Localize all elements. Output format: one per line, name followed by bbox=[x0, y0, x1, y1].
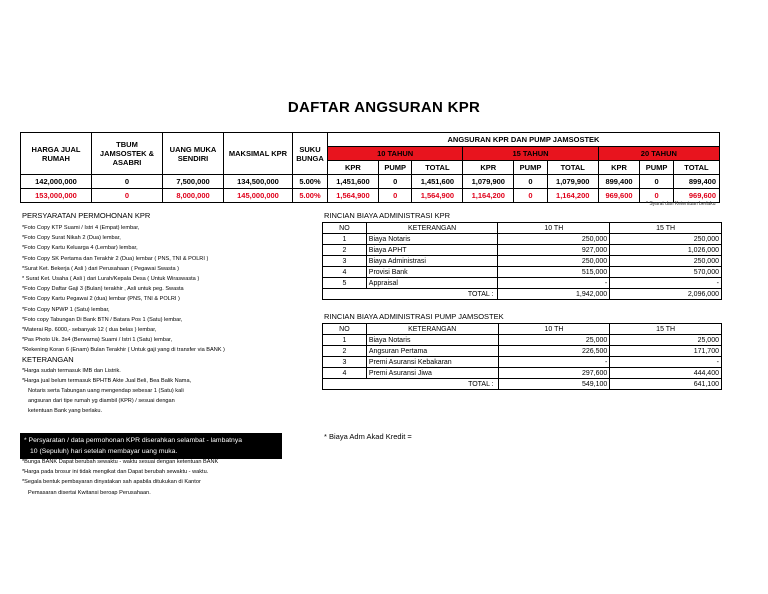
list-item: *Foto Copy Daftar Gaji 3 (Bulan) terakhir , Asli untuk peg. Swasta bbox=[22, 286, 184, 293]
table-row bbox=[323, 256, 722, 267]
list-item: *Foto Copy Surat Nikah 2 (Dua) lembar, bbox=[22, 235, 121, 242]
keterangan-title: KETERANGAN bbox=[22, 355, 74, 365]
list-item: *Foto copy Tabungan Di Bank BTN / Batara Pos 1 (Satu) lembar, bbox=[22, 316, 183, 323]
list-item: *Rekening Koran 6 (Enam) Bulan Terakhir ( Untuk gaji yang di transfer via BANK ) bbox=[22, 347, 225, 354]
cell-keterangan: Premi Asuransi Kebakaran bbox=[366, 357, 498, 368]
table-row bbox=[21, 189, 720, 203]
header-suku-bunga: SUKU BUNGA bbox=[293, 133, 328, 175]
page-title: DAFTAR ANGSURAN KPR bbox=[287, 99, 481, 116]
cell-maksimal: 134,500,000 bbox=[224, 175, 293, 189]
table-row bbox=[323, 346, 722, 357]
cell-10th: 25,000 bbox=[498, 335, 610, 346]
cell-10th: 250,000 bbox=[498, 256, 610, 267]
header-maksimal: MAKSIMAL KPR bbox=[224, 133, 293, 175]
total-label: TOTAL : bbox=[323, 379, 499, 390]
cell-10th: - bbox=[498, 278, 610, 289]
list-item: *Foto Copy NPWP 1 (Satu) lembar, bbox=[22, 306, 110, 313]
cell-suku: 5.00% bbox=[293, 175, 328, 189]
cell-no: 2 bbox=[323, 245, 367, 256]
cell-kpr-10: 1,451,600 bbox=[328, 175, 379, 189]
cell-total-10: 1,451,600 bbox=[412, 175, 463, 189]
header-angsuran: ANGSURAN KPR DAN PUMP JAMSOSTEK bbox=[328, 133, 720, 147]
total-row bbox=[323, 289, 722, 300]
list-item: *Harga jual belum termasuk BPHTB Akte Jual Beli, Bea Balik Nama, bbox=[22, 377, 192, 384]
admin-kpr-title: RINCIAN BIAYA ADMINISTRASI KPR bbox=[324, 211, 450, 220]
cell-15th: 250,000 bbox=[610, 234, 722, 245]
header-harga: HARGA JUAL RUMAH bbox=[21, 133, 92, 175]
footer-notes bbox=[22, 457, 218, 498]
cell-pump-10: 0 bbox=[378, 175, 412, 189]
table-row bbox=[21, 175, 720, 189]
cell-keterangan: Angsuran Pertama bbox=[366, 346, 498, 357]
col-no: NO bbox=[323, 223, 367, 234]
total-label: TOTAL : bbox=[323, 289, 498, 300]
cell-15th: 444,400 bbox=[610, 368, 722, 379]
cell-15th: - bbox=[610, 278, 722, 289]
cell-total-20: 899,400 bbox=[673, 175, 719, 189]
list-item: ketentuan Bank yang berlaku. bbox=[28, 408, 103, 415]
subheader-pump: PUMP bbox=[514, 161, 548, 175]
list-item: *Foto Copy KTP Suami / Istri 4 (Empat) lembar, bbox=[22, 225, 140, 231]
cell-10th: - bbox=[498, 357, 610, 368]
adm-akad-kredit: * Biaya Adm Akad Kredit = bbox=[324, 432, 412, 441]
cell-total-20: 969,600 bbox=[673, 189, 719, 203]
cell-pump-15: 0 bbox=[514, 175, 548, 189]
cell-pump-15: 0 bbox=[514, 189, 548, 203]
list-item: *Surat Ket. Bekerja ( Asli ) dari Perusahaan ( Pegawai Swasta ) bbox=[22, 265, 180, 272]
list-item: * Surat Ket. Usaha ( Asli ) dari Lurah/Kepala Desa ( Untuk Wiraswasta ) bbox=[22, 275, 200, 282]
header-15-tahun: 15 TAHUN bbox=[463, 147, 598, 161]
notice-line: * Persyaratan / data permohonan KPR diserahkan selambat - lambatnya bbox=[24, 437, 242, 444]
col-10th: 10 TH bbox=[498, 324, 610, 335]
cell-kpr-20: 899,400 bbox=[598, 175, 640, 189]
list-item: *Foto Copy Kartu Pegawai 2 (dua) lembar (PNS, TNI & POLRI ) bbox=[22, 296, 180, 303]
cell-tbum: 0 bbox=[92, 175, 163, 189]
cell-15th: 25,000 bbox=[610, 335, 722, 346]
total-row bbox=[323, 379, 722, 390]
table-row bbox=[323, 234, 722, 245]
header-uang-muka: UANG MUKA SENDIRI bbox=[163, 133, 224, 175]
cell-kpr-10: 1,564,900 bbox=[328, 189, 379, 203]
list-item: *Harga sudah termasuk IMB dan Listrik. bbox=[22, 367, 121, 374]
cell-15th: 171,700 bbox=[610, 346, 722, 357]
cell-keterangan: Appraisal bbox=[366, 278, 498, 289]
cell-keterangan: Biaya Notaris bbox=[366, 335, 498, 346]
cell-keterangan: Biaya Administrasi bbox=[366, 256, 498, 267]
list-item: *Foto Copy SK Pertama dan Terakhir 2 (Dua) lembar ( PNS, TNI & POLRI ) bbox=[22, 255, 209, 262]
cell-no: 4 bbox=[323, 267, 367, 278]
subheader-pump: PUMP bbox=[378, 161, 412, 175]
cell-harga: 142,000,000 bbox=[21, 175, 92, 189]
cell-harga: 153,000,000 bbox=[21, 189, 92, 203]
cell-10th: 226,500 bbox=[498, 346, 610, 357]
cell-no: 1 bbox=[323, 335, 367, 346]
admin-pump-table bbox=[322, 323, 722, 390]
cell-total-10: 1,564,900 bbox=[412, 189, 463, 203]
cell-no: 2 bbox=[323, 346, 367, 357]
cell-kpr-20: 969,600 bbox=[598, 189, 640, 203]
total-10th: 549,100 bbox=[498, 379, 610, 390]
subheader-total: TOTAL bbox=[547, 161, 598, 175]
installment-table bbox=[20, 132, 720, 203]
cell-no: 1 bbox=[323, 234, 367, 245]
cell-no: 3 bbox=[323, 357, 367, 368]
cell-suku: 5.00% bbox=[293, 189, 328, 203]
cell-15th: 1,026,000 bbox=[610, 245, 722, 256]
table-row bbox=[323, 368, 722, 379]
cell-10th: 250,000 bbox=[498, 234, 610, 245]
list-item: Pemasaran disertai Kwitansi beroap Perusahaan. bbox=[28, 489, 151, 496]
cell-keterangan: Premi Asuransi Jiwa bbox=[366, 368, 498, 379]
col-no: NO bbox=[323, 324, 367, 335]
cell-keterangan: Biaya Notaris bbox=[366, 234, 498, 245]
table-row bbox=[323, 278, 722, 289]
cell-15th: 570,000 bbox=[610, 267, 722, 278]
cell-15th: - bbox=[610, 357, 722, 368]
list-item: *Harga pada brosur ini tidak mengikat dan Dapat berubah sewaktu - waktu. bbox=[22, 469, 209, 476]
list-item: Notaris serta Tabungan uang mengendap sebesar 1 (Satu) kali bbox=[28, 388, 184, 394]
subheader-total: TOTAL bbox=[412, 161, 463, 175]
cell-uang-muka: 8,000,000 bbox=[163, 189, 224, 203]
list-item: *Foto Copy Kartu Keluarga 4 (Lembar) lembar, bbox=[22, 245, 138, 252]
cell-kpr-15: 1,164,200 bbox=[463, 189, 514, 203]
subheader-kpr: KPR bbox=[463, 161, 514, 175]
requirements-list bbox=[22, 223, 225, 417]
cell-keterangan: Provisi Bank bbox=[366, 267, 498, 278]
header-20-tahun: 20 TAHUN bbox=[598, 147, 719, 161]
cell-no: 3 bbox=[323, 256, 367, 267]
cell-pump-10: 0 bbox=[378, 189, 412, 203]
total-15th: 641,100 bbox=[610, 379, 722, 390]
cell-total-15: 1,164,200 bbox=[547, 189, 598, 203]
subheader-kpr: KPR bbox=[328, 161, 379, 175]
notice-line: 10 (Sepuluh) hari setelah membayar uang muka. bbox=[30, 448, 178, 455]
list-item: *Segala bentuk pembayaran dinyatakan sah apabila ditukukan di Kantor bbox=[22, 479, 201, 486]
total-10th: 1,942,000 bbox=[498, 289, 610, 300]
list-item: *Pas Photo Uk. 3x4 (Berwarna) Suami / Istri 1 (Satu) lembar, bbox=[22, 337, 173, 344]
subheader-kpr: KPR bbox=[598, 161, 640, 175]
cell-maksimal: 145,000,000 bbox=[224, 189, 293, 203]
cell-total-15: 1,079,900 bbox=[547, 175, 598, 189]
header-10-tahun: 10 TAHUN bbox=[328, 147, 463, 161]
col-keterangan: KETERANGAN bbox=[366, 223, 498, 234]
admin-kpr-table bbox=[322, 222, 722, 300]
terms-note: * Syarat dan Ketentuan berlaku bbox=[646, 201, 716, 207]
cell-keterangan: Biaya APHT bbox=[366, 245, 498, 256]
table-row bbox=[323, 335, 722, 346]
requirements-title: PERSYARATAN PERMOHONAN KPR bbox=[22, 211, 151, 220]
col-keterangan: KETERANGAN bbox=[366, 324, 498, 335]
cell-10th: 515,000 bbox=[498, 267, 610, 278]
subheader-total: TOTAL bbox=[673, 161, 719, 175]
cell-15th: 250,000 bbox=[610, 256, 722, 267]
col-15th: 15 TH bbox=[610, 223, 722, 234]
cell-uang-muka: 7,500,000 bbox=[163, 175, 224, 189]
header-tbum: TBUM JAMSOSTEK & ASABRI bbox=[92, 133, 163, 175]
cell-pump-20: 0 bbox=[640, 189, 674, 203]
table-row bbox=[323, 267, 722, 278]
cell-no: 5 bbox=[323, 278, 367, 289]
table-row bbox=[323, 245, 722, 256]
list-item: angsuran dari tipe rumah yg diambil (KPR) / sesuai dengan bbox=[28, 398, 175, 405]
list-item: *Materai Rp. 6000,- sebanyak 12 ( dua belas ) lembar, bbox=[22, 326, 157, 333]
cell-tbum: 0 bbox=[92, 189, 163, 203]
cell-no: 4 bbox=[323, 368, 367, 379]
admin-pump-title: RINCIAN BIAYA ADMINISTRASI PUMP JAMSOSTEK bbox=[324, 312, 504, 321]
total-15th: 2,096,000 bbox=[610, 289, 722, 300]
cell-10th: 297,600 bbox=[498, 368, 610, 379]
cell-kpr-15: 1,079,900 bbox=[463, 175, 514, 189]
col-10th: 10 TH bbox=[498, 223, 610, 234]
deadline-notice bbox=[20, 433, 282, 459]
table-row bbox=[323, 357, 722, 368]
subheader-pump: PUMP bbox=[640, 161, 674, 175]
cell-10th: 927,000 bbox=[498, 245, 610, 256]
col-15th: 15 TH bbox=[610, 324, 722, 335]
cell-pump-20: 0 bbox=[640, 175, 674, 189]
list-item: *Bunga BANK Dapat berubah sewaktu - waktu sesuai dengan ketentuan BANK bbox=[22, 459, 219, 465]
